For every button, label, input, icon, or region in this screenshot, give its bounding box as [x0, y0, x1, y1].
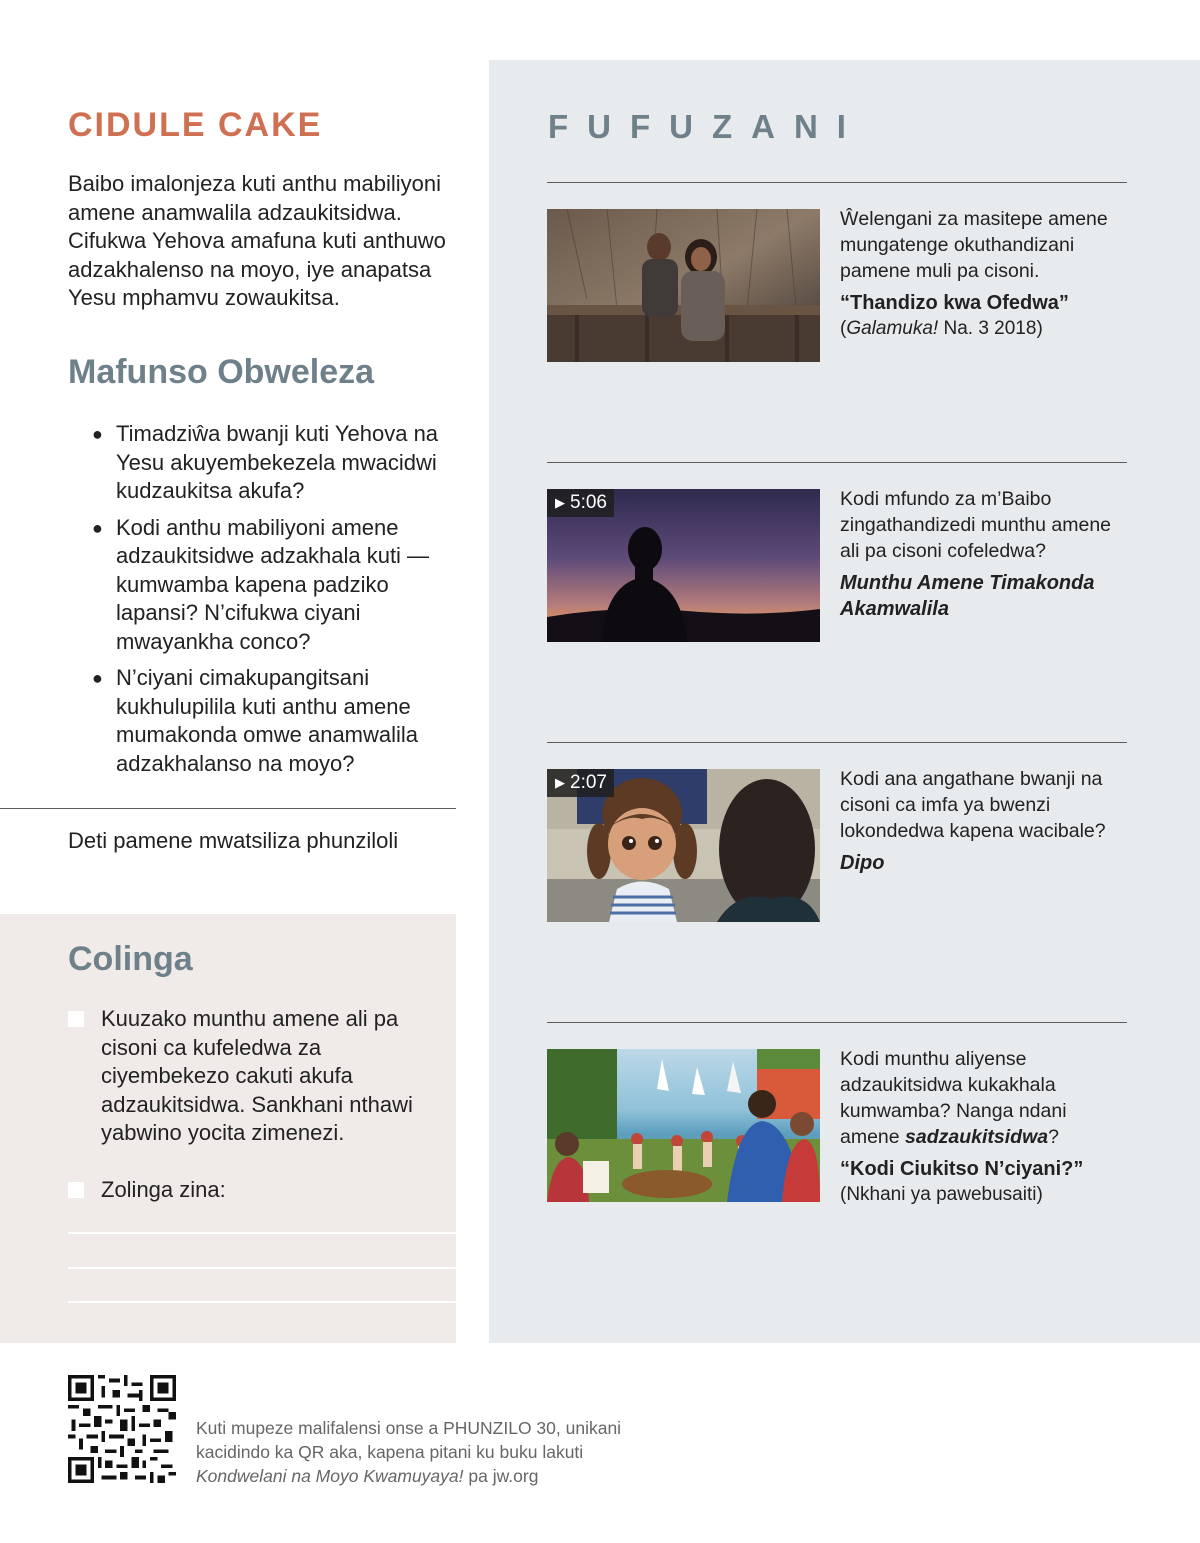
review-questions-list: [92, 420, 452, 786]
couple-on-bridge-photo[interactable]: [547, 209, 820, 362]
write-in-line[interactable]: [68, 1232, 456, 1234]
explore-item-text: Kodi munthu aliyense adzaukitsidwa kukakhala kumwamba? Nanga ndani amene sadzaukitsidwa?: [840, 1048, 1067, 1148]
play-icon: ▶: [555, 775, 565, 790]
explore-item-description: [840, 766, 1130, 876]
review-question: [92, 420, 452, 506]
goal-item[interactable]: [68, 1005, 438, 1148]
review-question-text: Timadziŵa bwanji kuti Yehova na Yesu akuyembekezela mwacidwi kudzaukitsa akufa?: [116, 421, 439, 503]
divider: [547, 182, 1127, 183]
bullet-icon: ●: [92, 517, 103, 538]
explore-item-description: [840, 206, 1130, 342]
painting-illustration: [547, 1049, 820, 1202]
silhouette-at-dusk-video[interactable]: [547, 489, 820, 642]
video-duration: ▶ 5:06: [547, 489, 614, 517]
goal-item-other[interactable]: [68, 1176, 438, 1205]
divider: [0, 808, 456, 809]
explore-title: FUFUZANI: [548, 108, 865, 145]
review-question: [92, 664, 452, 778]
video-link[interactable]: Dipo: [840, 852, 885, 874]
review-question: [92, 514, 452, 657]
review-question-text: N’ciyani cimakupangitsani kukhulupilila kuti anthu amene mumakonda omwe anamwalila adzakhalanso na moyo?: [116, 665, 419, 776]
explore-item-text: Kodi ana angathane bwanji na cisoni ca imfa ya bwenzi lokondedwa kapena wacibale?: [840, 768, 1106, 842]
paradise-resurrection-painting[interactable]: [547, 1049, 820, 1202]
video-link[interactable]: Munthu Amene Timakonda Akamwalila: [840, 572, 1095, 620]
review-title: Mafunso Obweleza: [68, 353, 375, 391]
photo-illustration: [547, 209, 820, 362]
goal-title: Colinga: [68, 940, 193, 978]
article-link[interactable]: “Kodi Ciukitso N’ciyani?”: [840, 1158, 1084, 1180]
review-question-text: Kodi anthu mabiliyoni amene adzaukitsidwe adzakhala kuti —kumwamba kapena padziko lapansi? N’cifukwa ciyani mwayankha conco?: [116, 514, 430, 654]
play-icon: ▶: [555, 495, 565, 510]
completion-date-label: Deti pamene mwatsiliza phunziloli: [68, 828, 399, 853]
bullet-icon: ●: [92, 424, 103, 444]
qr-code[interactable]: [68, 1375, 176, 1483]
write-in-line[interactable]: [68, 1301, 456, 1303]
goal-item-text: Zolinga zina:: [101, 1177, 226, 1202]
explore-item-text: Kodi mfundo za m’Baibo zingathandizedi munthu amene ali pa cisoni cofeledwa?: [840, 488, 1112, 562]
explore-item-text: Ŵelengani za masitepe amene mungatenge okuthandizani pamene muli pa cisoni.: [840, 208, 1108, 282]
publication-ref: (Galamuka! Na. 3 2018): [840, 318, 1043, 339]
summary-text: Baibo imalonjeza kuti anthu mabiliyoni amene anamwalila adzaukitsidwa. Cifukwa Yehova amafuna kuti anthuwo adzakhalenso na moyo, iye anapatsa Yesu mphamvu zowaukitsa.: [68, 171, 446, 310]
footer-note: Kuti mupeze malifalensi onse a PHUNZILO 30, unikani kacidindo ka QR aka, kapena pitani ku buku lakuti Kondwelani na Moyo Kwamuyaya! pa jw.org: [196, 1418, 622, 1486]
checkbox[interactable]: [68, 1011, 84, 1027]
bullet-icon: ●: [92, 668, 103, 688]
summary-title: CIDULE CAKE: [68, 106, 323, 144]
animated-girl-video[interactable]: [547, 769, 820, 922]
goal-item-text: Kuuzako munthu amene ali pa cisoni ca kufeledwa za ciyembekezo cakuti akufa adzaukitsidwa. Sankhani nthawi yabwino yocita zimenezi.: [101, 1006, 413, 1145]
write-in-line[interactable]: [68, 1267, 456, 1269]
video-duration: ▶ 2:07: [547, 769, 614, 797]
divider: [547, 742, 1127, 743]
explore-item-description: [840, 486, 1130, 622]
source-note: (Nkhani ya pawebusaiti): [840, 1184, 1043, 1205]
divider: [547, 462, 1127, 463]
divider: [547, 1022, 1127, 1023]
explore-item-description: [840, 1046, 1130, 1208]
article-link[interactable]: “Thandizo kwa Ofedwa”: [840, 292, 1069, 314]
checkbox[interactable]: [68, 1182, 84, 1198]
